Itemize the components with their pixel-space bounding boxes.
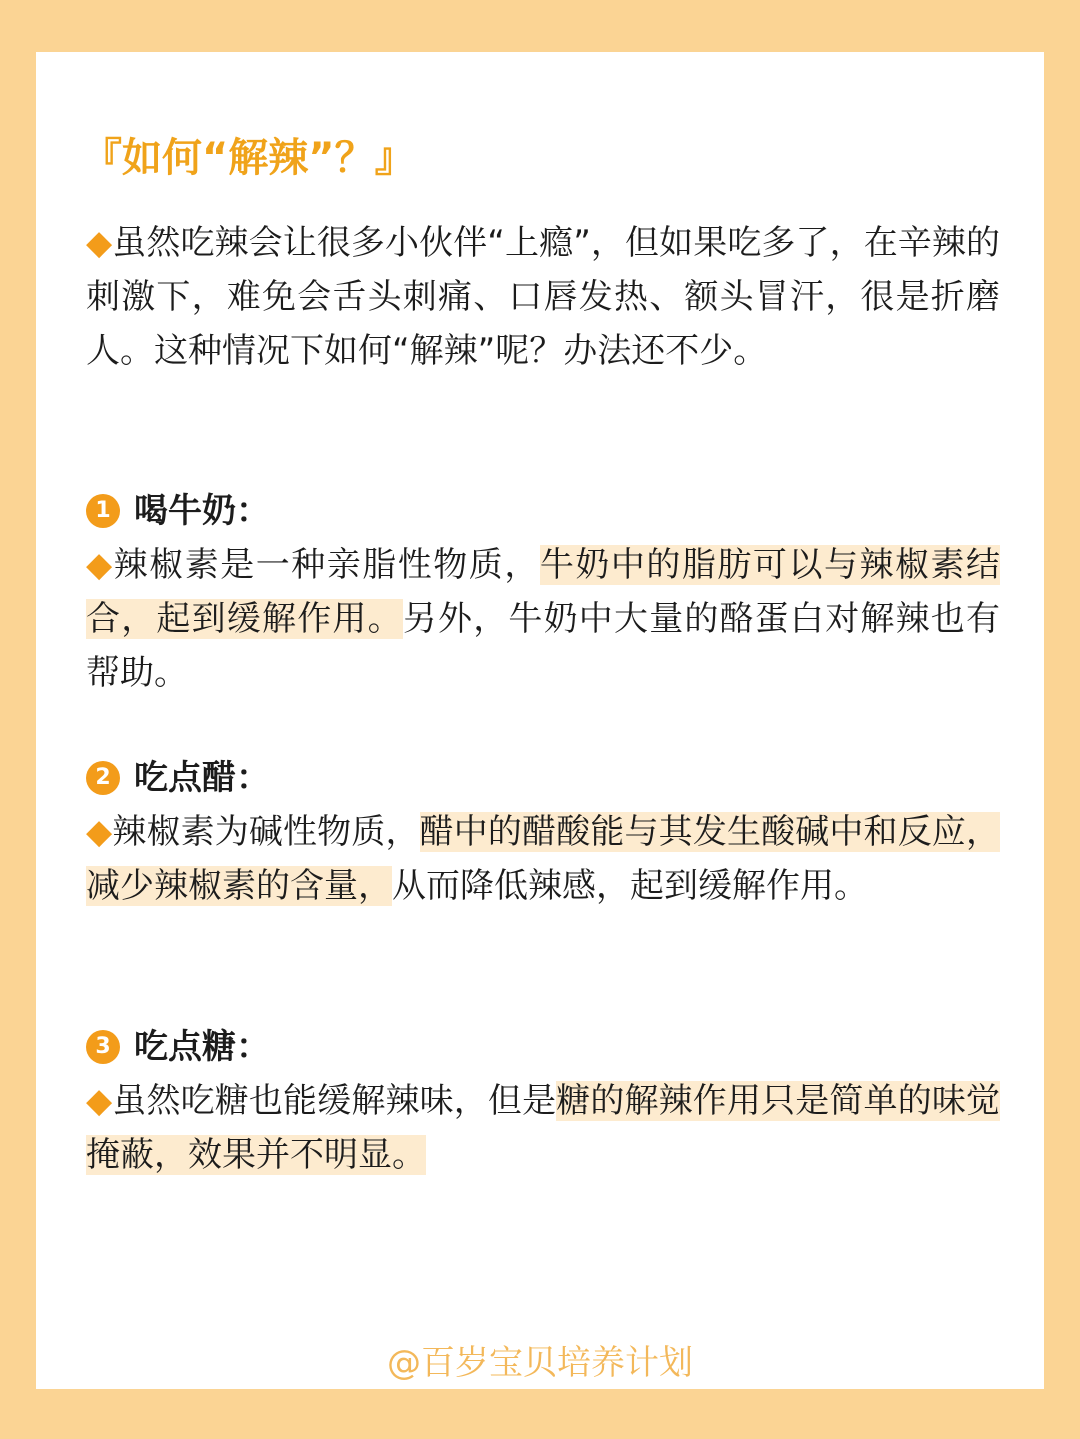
diamond-bullet-icon: ◆ <box>86 545 114 585</box>
section-heading-label: 吃点醋： <box>134 758 270 798</box>
section-body-sugar <box>86 1074 1000 1182</box>
section-text-before: 辣椒素为碱性物质， <box>112 812 420 852</box>
section-text-after: 另外，牛奶中大量的酪蛋白对解辣也有帮助。 <box>86 599 1001 693</box>
section-body-vinegar <box>86 805 1000 913</box>
section-text-after: 从而降低辣感，起到缓解作用。 <box>392 866 868 906</box>
section-text-before: 虽然吃糖也能缓解辣味，但是 <box>112 1081 557 1121</box>
number-three-icon: 3 <box>86 1030 120 1064</box>
number-two-icon: 2 <box>86 761 120 795</box>
diamond-bullet-icon: ◆ <box>86 223 113 263</box>
diamond-bullet-icon: ◆ <box>86 1081 113 1121</box>
section-heading-milk <box>86 486 270 536</box>
highlighted-text: 醋中的醋酸能与其发生酸碱中和反应，减少辣椒素的含量， <box>86 812 1001 906</box>
section-heading-label: 吃点糖： <box>134 1027 270 1067</box>
section-body-milk <box>86 538 1000 700</box>
intro-paragraph <box>86 216 1000 378</box>
section-heading-vinegar <box>86 753 270 803</box>
page-title: 『如何“解辣”？』 <box>82 135 415 181</box>
number-one-icon: 1 <box>86 494 120 528</box>
intro-text: 虽然吃辣会让很多小伙伴“上瘾”，但如果吃多了，在辛辣的刺激下，难免会舌头刺痛、口唇发热、额头冒汗，很是折磨人。这种情况下如何“解辣”呢？办法还不少。 <box>86 223 1000 371</box>
highlighted-text: 糖的解辣作用只是简单的味觉掩蔽，效果并不明显。 <box>86 1081 1000 1175</box>
author-watermark: @百岁宝贝培养计划 <box>387 1343 693 1383</box>
highlighted-text: 牛奶中的脂肪可以与辣椒素结合，起到缓解作用。 <box>86 545 1001 639</box>
section-heading-label: 喝牛奶： <box>134 491 270 531</box>
section-heading-sugar <box>86 1022 270 1072</box>
diamond-bullet-icon: ◆ <box>86 812 113 852</box>
section-text-before: 辣椒素是一种亲脂性物质， <box>113 545 540 585</box>
